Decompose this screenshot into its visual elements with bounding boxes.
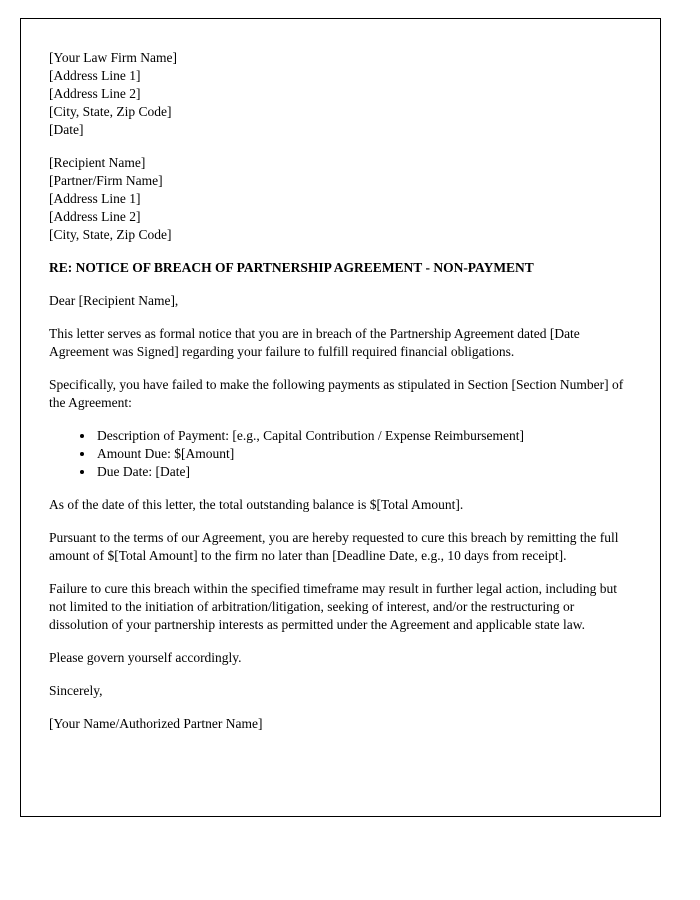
sender-firm-name: [Your Law Firm Name] xyxy=(49,50,177,65)
paragraph-cure-request: Pursuant to the terms of our Agreement, you are hereby requested to cure this breach by remitting the full amount of $[Total Amount] to the firm no later than [Deadline Date, e.g., 10 days from receipt]. xyxy=(49,530,619,563)
list-item-amount-due: • Amount Due: $[Amount] xyxy=(95,445,632,463)
sender-address-block xyxy=(49,49,632,139)
letter-page xyxy=(20,18,661,817)
recipient-address-line-2: [Address Line 2] xyxy=(49,209,141,224)
list-item-due-date: • Due Date: [Date] xyxy=(95,463,632,481)
recipient-address-line-1: [Address Line 1] xyxy=(49,191,141,206)
sender-city-state-zip: [City, State, Zip Code] xyxy=(49,104,172,119)
recipient-city-state-zip: [City, State, Zip Code] xyxy=(49,227,172,242)
paragraph-govern-accordingly: Please govern yourself accordingly. xyxy=(49,650,242,665)
recipient-firm-name: [Partner/Firm Name] xyxy=(49,173,163,188)
closing: Sincerely, xyxy=(49,683,103,698)
paragraph-breach-notice: This letter serves as formal notice that you are in breach of the Partnership Agreement dated [Date Agreement was Signed] regarding your failure to fulfill required financial obligations. xyxy=(49,326,580,359)
paragraph-failed-payments: Specifically, you have failed to make the following payments as stipulated in Section [Section Number] of the Agreement: xyxy=(49,377,624,410)
signature-name: [Your Name/Authorized Partner Name] xyxy=(49,716,263,731)
paragraph-outstanding-balance: As of the date of this letter, the total outstanding balance is $[Total Amount]. xyxy=(49,497,464,512)
recipient-name: [Recipient Name] xyxy=(49,155,146,170)
letter-date: [Date] xyxy=(49,122,84,137)
subject-line: RE: NOTICE OF BREACH OF PARTNERSHIP AGREEMENT - NON-PAYMENT xyxy=(49,260,534,275)
sender-address-line-1: [Address Line 1] xyxy=(49,68,141,83)
paragraph-legal-consequences: Failure to cure this breach within the specified timeframe may result in further legal action, including but not limited to the initiation of arbitration/litigation, seeking of interest, and/or the restructuring or dissolution of your partnership interests as permitted under the Agreement and applicable state law. xyxy=(49,581,617,632)
sender-address-line-2: [Address Line 2] xyxy=(49,86,141,101)
recipient-address-block xyxy=(49,154,632,244)
list-item-payment-description: • Description of Payment: [e.g., Capital Contribution / Expense Reimbursement] xyxy=(95,427,632,445)
salutation: Dear [Recipient Name], xyxy=(49,293,179,308)
payment-details-list xyxy=(49,427,632,481)
